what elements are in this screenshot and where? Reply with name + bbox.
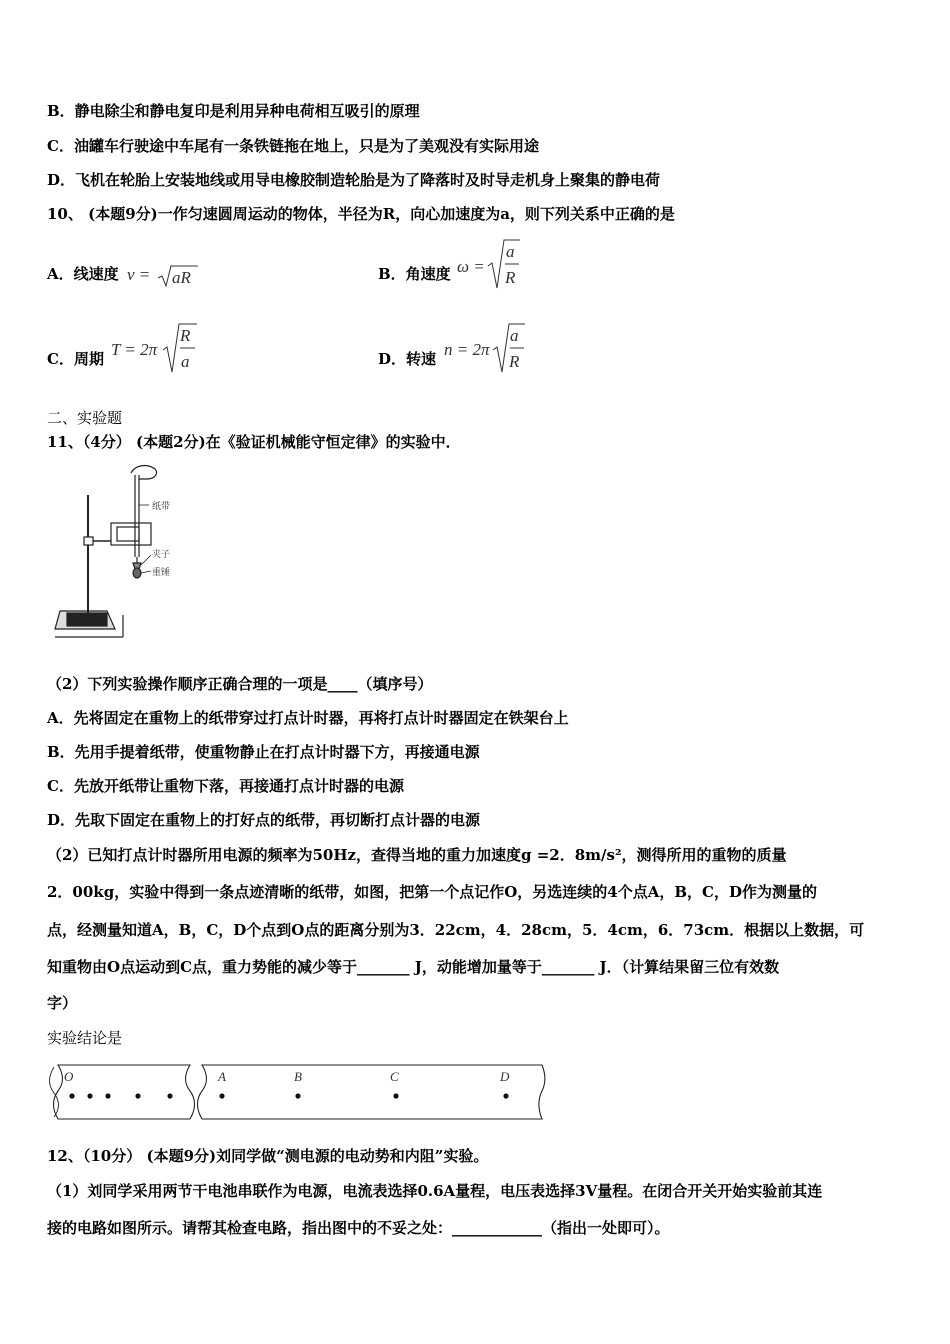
numerator: R bbox=[180, 326, 191, 345]
tape-dot bbox=[135, 1093, 140, 1098]
q10-option-b-numerator bbox=[506, 242, 515, 262]
q11-option-c: C．先放开纸带让重物下落，再接通打点计时器的电源 bbox=[47, 777, 404, 795]
q12-sub1-line1: （1）刘同学采用两节干电池串联作为电源，电流表选择0.6A量程，电压表选择3V量程。在闭合开关开始实验前其连 bbox=[47, 1182, 823, 1200]
q10-option-c-numerator bbox=[180, 326, 190, 346]
radicand: aR bbox=[172, 268, 191, 287]
numerator: a bbox=[510, 326, 519, 345]
q10-option-a-radicand bbox=[172, 268, 191, 288]
q11-sub2b-line4: 知重物由O点运动到C点，重力势能的减少等于_______ J，动能增加量等于_______ J．（计算结果留三位有效数 bbox=[47, 958, 780, 976]
formula-lhs: ω = bbox=[457, 257, 485, 276]
q10-option-b-label: B．角速度 bbox=[378, 265, 451, 283]
numerator: a bbox=[506, 242, 515, 261]
tape-segment-left bbox=[54, 1065, 195, 1119]
fig-label-tape: 纸带 bbox=[152, 502, 171, 512]
q10-option-d-label: D．转速 bbox=[378, 350, 437, 368]
tape-dot bbox=[105, 1093, 110, 1098]
q10-option-d-formula bbox=[444, 340, 490, 360]
q12-sub1-line2: 接的电路如图所示。请帮其检查电路，指出图中的不妥之处：____________（指出一处即可）。 bbox=[47, 1219, 670, 1237]
fig-label-weight: 重锤 bbox=[152, 568, 171, 578]
apparatus-figure bbox=[55, 465, 175, 645]
q10-option-c-label: C．周期 bbox=[47, 350, 104, 368]
tape-dot bbox=[69, 1093, 74, 1098]
weight bbox=[133, 568, 141, 578]
q10-option-c bbox=[47, 348, 104, 369]
q10-option-c-formula bbox=[111, 340, 157, 360]
q10-option-d-denominator bbox=[509, 352, 519, 372]
formula-lhs: T = 2π bbox=[111, 340, 158, 359]
q10-stem: 10、 (本题9分)一作匀速圆周运动的物体，半径为R，向心加速度为a，则下列关系中正确的是 bbox=[47, 205, 675, 223]
q10-option-b-denominator bbox=[505, 268, 515, 288]
tape-label-a: A bbox=[218, 1069, 226, 1084]
formula-lhs: n = 2π bbox=[444, 340, 490, 359]
q12-stem: 12、（10分） (本题9分)刘同学做“测电源的电动势和内阻”实验。 bbox=[47, 1147, 489, 1165]
denominator: a bbox=[181, 352, 190, 371]
q11-option-b: B．先用手提着纸带，使重物静止在打点计时器下方，再接通电源 bbox=[47, 743, 480, 761]
paper-tape-figure bbox=[50, 1063, 550, 1121]
formula-lhs: v = bbox=[127, 265, 151, 284]
q9-option-b: B．静电除尘和静电复印是利用异种电荷相互吸引的原理 bbox=[47, 102, 420, 120]
tape-dot bbox=[87, 1093, 92, 1098]
q11-stem: 11、（4分） (本题2分)在《验证机械能守恒定律》的实验中． bbox=[47, 433, 461, 451]
denominator: R bbox=[509, 352, 520, 371]
q9-option-d: D．飞机在轮胎上安装地线或用导电橡胶制造轮胎是为了降落时及时导走机身上聚集的静电荷 bbox=[47, 171, 661, 189]
denominator: R bbox=[505, 268, 516, 287]
q11-sub2b-line3: 点，经测量知道A，B，C，D个点到O点的距离分别为3．22cm，4．28cm，5．4cm，6．73cm．根据以上数据，可 bbox=[47, 921, 865, 939]
tape-label-b: B bbox=[294, 1069, 302, 1084]
tape-dot-a bbox=[219, 1093, 224, 1098]
tape-dot-d bbox=[503, 1093, 508, 1098]
q10-option-d-numerator bbox=[510, 326, 519, 346]
tape-label-o: O bbox=[64, 1069, 74, 1084]
q11-sub2b-line5: 字） bbox=[47, 994, 78, 1012]
q10-option-a-formula bbox=[127, 265, 150, 285]
q11-sub2b-line1: （2）已知打点计时器所用电源的频率为50Hz，查得当地的重力加速度g =2．8m/s²，测得所用的重物的质量 bbox=[47, 846, 787, 864]
q11-option-d: D．先取下固定在重物上的打好点的纸带，再切断打点计器的电源 bbox=[47, 811, 481, 829]
q10-option-a-label: A．线速度 bbox=[47, 265, 119, 283]
q11-sub2-stem: （2）下列实验操作顺序正确合理的一项是____（填序号） bbox=[47, 675, 433, 693]
tape-segment-right bbox=[198, 1065, 546, 1119]
q10-option-c-denominator bbox=[181, 352, 190, 372]
q10-option-b bbox=[378, 263, 451, 284]
tape-label-d: D bbox=[500, 1069, 510, 1084]
tape-dot bbox=[167, 1093, 172, 1098]
q10-option-b-formula bbox=[457, 257, 485, 277]
q10-option-a bbox=[47, 263, 119, 284]
q9-option-c: C．油罐车行驶途中车尾有一条铁链拖在地上，只是为了美观没有实际用途 bbox=[47, 137, 539, 155]
tape-dot-c bbox=[393, 1093, 398, 1098]
q11-conclusion: 实验结论是 bbox=[47, 1029, 123, 1047]
fig-label-clip: 夹子 bbox=[152, 550, 171, 560]
tape-label-c: C bbox=[390, 1069, 399, 1084]
section-title: 二、实验题 bbox=[47, 409, 123, 427]
q10-option-d bbox=[378, 348, 436, 369]
tape-dot-b bbox=[295, 1093, 300, 1098]
q11-option-a: A．先将固定在重物上的纸带穿过打点计时器，再将打点计时器固定在铁架台上 bbox=[47, 709, 569, 727]
q11-sub2b-line2: 2．00kg，实验中得到一条点迹清晰的纸带，如图，把第一个点记作O，另选连续的4个点A，B，C，D作为测量的 bbox=[47, 883, 817, 901]
